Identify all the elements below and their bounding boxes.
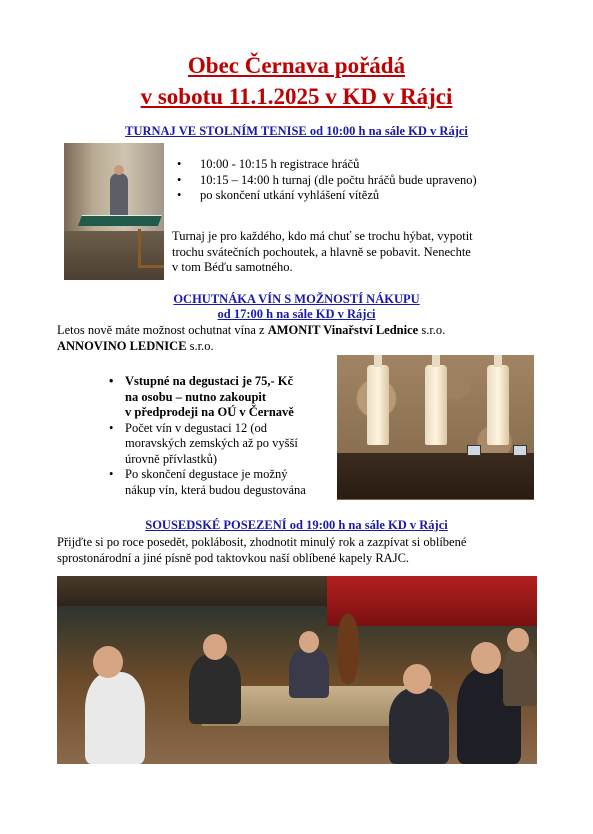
tennis-heading: TURNAJ VE STOLNÍM TENISE od 10:00 h na sále KD v Rájci: [125, 124, 468, 138]
wine-intro: [57, 323, 557, 354]
wine-intro-line-2: ANNOVINO LEDNICE s.r.o.: [57, 338, 214, 353]
paragraph-line: Přijďte si po roce posedět, poklábosit, zhodnotit minulý rok a zazpívat si oblíbené: [57, 535, 467, 549]
party-heading: SOUSEDSKÉ POSEZENÍ od 19:00 h na sále KD v Rájci: [145, 518, 448, 532]
list-item: • Po skončení degustace je možný nákup vín, která budou degustována: [107, 467, 337, 498]
wine-heading-line-2: od 17:00 h na sále KD v Rájci: [217, 307, 376, 321]
title-line-2: v sobotu 11.1.2025 v KD v Rájci: [140, 84, 453, 109]
paragraph-line: Turnaj je pro každého, kdo má chuť se trochu hýbat, vypotit: [172, 229, 473, 243]
wine-details: [107, 374, 337, 498]
paragraph-line: sprostonárodní a jiné písně pod taktovkou naší oblíbené kapely RAJC.: [57, 550, 410, 565]
band-party-photo: [57, 576, 537, 764]
list-item: • 10:15 – 14:00 h turnaj (dle počtu hráčů bude upraveno): [172, 173, 572, 189]
list-item: • Počet vín v degustaci 12 (od moravských zemských až po vyšší úrovně přívlastků): [107, 421, 337, 468]
wine-intro-line-1: Letos nově máte možnost ochutnat vína z AMONIT Vinařství Lednice s.r.o.: [57, 323, 446, 337]
wine-heading-line-1: OCHUTNÁKA VÍN S MOŽNOSTÍ NÁKUPU: [173, 292, 420, 306]
list-item: • po skončení utkání vyhlášení vítězů: [172, 188, 572, 204]
party-paragraph: [57, 535, 577, 566]
tennis-paragraph: [172, 229, 572, 276]
paragraph-line: trochu svátečních pochoutek, a hlavně se pobavit. Nenechte: [172, 244, 471, 259]
tennis-schedule: [172, 157, 572, 204]
wine-bottles-photo: [337, 355, 534, 500]
paragraph-line: v tom Béďu samotného.: [172, 260, 293, 274]
list-item: • Vstupné na degustaci je 75,- Kč na osobu – nutno zakoupit v předprodeji na OÚ v Černavě: [107, 374, 337, 421]
title-line-1: Obec Černava pořádá: [187, 53, 406, 78]
list-item: • 10:00 - 10:15 h registrace hráčů: [172, 157, 572, 173]
table-tennis-photo: [64, 143, 164, 280]
